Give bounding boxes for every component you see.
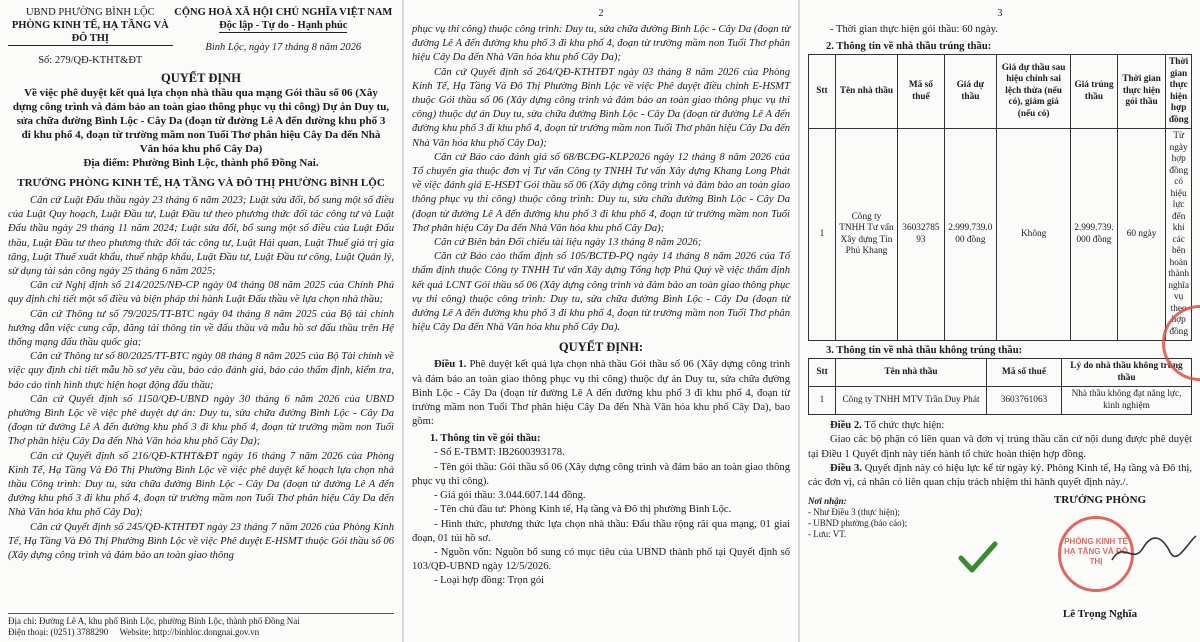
list-item: - Hình thức, phương thức lựa chọn nhà thầu: Đấu thầu rộng rãi qua mạng, 01 giai đoạn, 01 túi hồ sơ. [412,518,790,544]
table-row [809,129,1192,341]
footer-phone: Điện thoại: (0251) 3788290 [8,627,109,637]
table-header-row [809,359,1192,387]
list-item: - Giá gói thầu: 3.044.607.144 đồng. [434,490,586,502]
table-header: Giá dự thầu [944,55,996,129]
motto: Độc lập - Tự do - Hạnh phúc [219,20,348,31]
duration-line: - Thời gian thực hiện gói thầu: 60 ngày. [830,24,998,35]
table-header: Giá dự thầu sau hiệu chỉnh sai lệch thừa (nếu có), giảm giá (nếu có) [997,55,1071,129]
table-cell: 2.999.739.000 đồng [944,129,996,341]
list-item: - Nguồn vốn: Nguồn bổ sung có mục tiêu của UBND thành phố tại Quyết định số 103/QĐ-UBND ngày 12/5/2026. [412,546,790,573]
article-1-text: Phê duyệt kết quả lựa chọn nhà thầu Gói thầu số 06 (Xây dựng công trình và đảm bảo an toàn giao thông phục vụ thi công) thuộc dự án Duy tu, sửa chữa đường Bình Lộc - Cây Da (đoạn từ đường Lê A đến đường khu phố 3 đi khu phố 4, đoạn từ trường mầm non Tuổi Thơ phân hiệu Cây Da đến Nhà Văn hóa khu phố Cây Da), bao gồm: [412,359,790,428]
legal-basis-para: phục vụ thi công) thuộc công trình: Duy tu, sửa chữa đường Bình Lộc - Cây Da (đoạn từ đường Lê A đến đường khu phố 3 đi khu phố 4, đoạn từ trường mầm non Tuổi Thơ phân hiệu Cây Da đến Nhà Văn hóa khu phố Cây Da); [412,24,790,64]
legal-bases [8,194,394,563]
page-number: 2 [598,8,604,19]
legal-bases-continued [412,23,790,335]
article-2-text: Tổ chức thực hiện: [864,420,945,432]
decision-location: Địa điểm: Phường Bình Lộc, thành phố Đồng Nai. [83,157,319,169]
table-header: Tên nhà thầu [836,359,987,387]
document-page-2 [404,0,798,642]
document-page-3 [800,0,1200,642]
legal-basis-para: Căn cứ Thông tư số 80/2025/TT-BTC ngày 08 tháng 8 năm 2025 của Bộ Tài chính về việc quy định chi tiết mẫu hồ sơ yêu cầu, báo cáo đánh giá, báo cáo thẩm định, kiểm tra, báo cáo tình hình thực hiện hoạt động đấu thầu; [8,351,394,391]
section-3-heading: 3. Thông tin về nhà thầu không trúng thầu: [826,345,1023,357]
table-cell: Từ ngày hợp đồng có hiệu lực đến khi các bên hoàn thành nghĩa vụ theo hợp đồng [1166,129,1192,341]
org-line2: PHÒNG KINH TẾ, HẠ TẦNG VÀ ĐÔ THỊ [8,19,173,46]
article-1-label: Điều 1. [434,359,467,371]
table-cell: Nhà thầu không đạt năng lực, kinh nghiệm [1062,387,1192,415]
table-header: Mã số thuế [987,359,1062,387]
signer-name: Lê Trọng Nghĩa [1062,608,1138,621]
legal-basis-para: Căn cứ Quyết định số 264/QĐ-KTHTĐT ngày 03 tháng 8 năm 2026 của Phòng Kinh Tế, Hạ Tầng Và Đô Thị Phường Bình Lộc về việc Phê duyệt điều chỉnh E-HSMT thuộc Gói thầu số 06 (Xây dựng công trình và đảm bảo an toàn giao thông phục vụ thi công) thuộc dự án Duy tu, sửa chữa đường Bình Lộc - Cây Da (đoạn từ đường Lê A đến đường khu phố 3 đi khu phố 4, đoạn từ trường mầm non Tuổi Thơ phân hiệu Cây Da đến Nhà Văn hóa khu phố Cây Da); [412,66,790,149]
legal-basis-para: Căn cứ Báo cáo thẩm định số 105/BCTĐ-PQ ngày 14 tháng 8 năm 2026 của Tổ thẩm định thuộc Công ty TNHH Tư vấn Xây dựng Tổng hợp Phú Quý về việc thẩm định kết quả LCNT Gói thầu số 06 (Xây dựng công trình và đảm bảo an toàn giao thông phục vụ thi công) thuộc công trình: Duy tu, sửa chữa đường Bình Lộc - Cây Da (đoạn từ đường Lê A đến đường khu phố 3 đi khu phố 4, đoạn từ trường mầm non Tuổi Thơ phân hiệu Cây Da đến Nhà Văn hóa khu phố Cây Da). [412,251,790,334]
article-2-body: Giao các bộ phận có liên quan và đơn vị trúng thầu căn cứ nội dung được phê duyệt tại Điều 1 Quyết định này tiến hành tổ chức hoàn thiện hợp đồng. [808,434,1192,460]
seal-text: PHÒNG KINH TẾ HẠ TẦNG VÀ ĐÔ THỊ [1064,537,1128,567]
article-1 [412,358,790,429]
table-header: Thời gian thực hiện hợp đồng [1166,55,1192,129]
legal-basis-para: Căn cứ Quyết định số 216/QĐ-KTHT&ĐT ngày 16 tháng 7 năm 2026 của Phòng Kinh Tế, Hạ Tầng Và Đô Thị Phường Bình Lộc về việc phê duyệt kế hoạch lựa chọn nhà thầu Công trình: Duy tu, sửa chữa đường Bình Lộc - Cây Da (đoạn từ đường Lê A đến đường khu phố 3 đi khu phố 4, đoạn từ trường mầm non Tuổi Thơ phân hiệu Cây Da đến Nhà Văn hóa khu phố Cây Da); [8,450,394,519]
table-cell: 1 [809,129,836,341]
legal-basis-para: Căn cứ Quyết định số 245/QĐ-KTHTĐT ngày 23 tháng 7 năm 2026 của Phòng Kinh Tế, Hạ Tầng Và Đô Thị Phường Bình Lộc về việc Phê duyệt E-HSMT thuộc Gói thầu số 06 (Xây dựng công trình và đảm bảo an toàn giao thông [8,521,394,562]
article-3-label: Điều 3. [830,462,862,474]
footer-address: Địa chỉ: Đường Lê A, khu phố Bình Lộc, phường Bình Lộc, thành phố Đồng Nai [8,616,300,626]
article-2-label: Điều 2. [830,420,862,432]
issuing-authority: TRƯỞNG PHÒNG KINH TẾ, HẠ TẦNG VÀ ĐÔ THỊ PHƯỜNG BÌNH LỘC [17,177,385,189]
document-page-1 [0,0,402,642]
list-item: - Tên chủ đầu tư: Phòng Kinh tế, Hạ tầng và Đô thị phường Bình Lộc. [434,504,732,516]
table-header: Mã số thuế [898,55,945,129]
legal-basis-para: Căn cứ Luật Đấu thầu ngày 23 tháng 6 năm 2023; Luật sửa đổi, bổ sung một số điều của Luật Quy hoạch, Luật Đầu tư, Luật Đầu tư theo phương thức đối tác công tư và Luật Đấu thầu ngày 29 tháng 11 năm 2024; Luật sửa đổi, bổ sung một số điều của Luật Đấu thầu, Luật Đầu tư theo phương thức đối tác công tư, Luật Hải quan, Luật Thuế giá trị gia tăng, Luật Thuế xuất khẩu, thuế nhập khẩu, Luật Đầu tư, Luật Đầu tư công, Luật Quản lý, sử dụng tài sản công ngày 25 tháng 6 năm 2025; [8,195,394,278]
digital-signature-check-icon [958,540,998,579]
table-cell: Công ty TNHH Tư vấn Xây dựng Tín Phú Khang [835,129,897,341]
table-header: Giá trúng thầu [1071,55,1118,129]
article-3-text: Quyết định này có hiệu lực kể từ ngày ký. Phòng Kinh tế, Hạ tầng và Đô thị, các đơn vị, cá nhân có liên quan chịu trách nhiệm thi hành quyết định này./. [808,462,1193,489]
page1-header [8,6,394,67]
recipients-title: Nơi nhận: [808,496,847,507]
recipients [808,496,907,540]
table-header: Stt [809,359,836,387]
table-header: Tên nhà thầu [835,55,897,129]
table-cell: 1 [809,387,836,415]
list-item: - Số E-TBMT: IB2600393178. [434,447,565,459]
table-cell: Không [997,129,1071,341]
doc-number: Số: 279/QĐ-KTHT&ĐT [38,55,143,66]
handwritten-signature [1108,530,1198,575]
list-item: - Loại hợp đồng: Trọn gói [434,575,545,587]
table-cell: 3603761063 [987,387,1062,415]
org-line1: UBND PHƯỜNG BÌNH LỘC [25,7,155,18]
legal-basis-para: Căn cứ Nghị định số 214/2025/NĐ-CP ngày 04 tháng 08 năm 2025 của Chính Phủ quy định chi tiết một số điều và biện pháp thi hành Luật Đấu thầu về lựa chọn nhà thầu; [8,280,394,306]
page1-footer [8,613,394,638]
table-header: Stt [809,55,836,129]
table-cell: 3603278593 [898,129,945,341]
decision-subject: Về việc phê duyệt kết quả lựa chọn nhà thầu qua mạng Gói thầu số 06 (Xây dựng công trình và đảm bảo an toàn giao thông phục vụ thi công) Dự án Duy tu, sửa chữa đường Bình Lộc - Cây Da (đoạn từ đường Lê A đến đường khu phố 3 đi khu phố 4, đoạn từ trường mầm non Tuổi Thơ phân hiệu Cây Da đến Nhà Văn hóa khu phố Cây Da) [12,87,390,155]
page-number: 3 [997,8,1003,19]
legal-basis-para: Căn cứ Biên bản Đối chiếu tài liệu ngày 13 tháng 8 năm 2026; [434,237,702,249]
nation-title: CỘNG HOÀ XÃ HỘI CHỦ NGHĨA VIỆT NAM [174,7,393,18]
table-cell: Công ty TNHH MTV Trần Duy Phát [836,387,987,415]
table-header: Thời gian thực hiện gói thầu [1117,55,1166,129]
table-cell: 60 ngày [1117,129,1166,341]
footer-website: Website: http://binhloc.dongnai.gov.vn [119,627,260,637]
table-row [809,387,1192,415]
losing-bidder-table [808,358,1192,415]
table-header: Lý do nhà thầu không trúng thầu [1062,359,1192,387]
section-1-heading: 1. Thông tin về gói thầu: [430,433,541,445]
winning-bidder-table [808,54,1192,341]
table-cell: 2.999.739.000 đồng [1071,129,1118,341]
table-header-row [809,55,1192,129]
legal-basis-para: Căn cứ Báo cáo đánh giá số 68/BCĐG-KLP2026 ngày 12 tháng 8 năm 2026 của Tổ chuyên gia thuộc đơn vị Tư vấn Công ty TNHH Tư vấn Xây dựng Khang Long Phát về việc đánh giá E-HSĐT Gói thầu số 06 (Xây dựng công trình và đảm bảo an toàn giao thông phục vụ thi công) thuộc công trình: Duy tu, sửa chữa đường Bình Lộc - Cây Da (đoạn từ đường Lê A đến đường khu phố 3 đi khu phố 4, đoạn từ trường mầm non Tuổi Thơ phân hiệu Cây Da đến Nhà Văn hóa khu phố Cây Da); [412,151,790,234]
section-2-heading: 2. Thông tin về nhà thầu trúng thầu: [826,41,992,53]
signer-title: TRƯỞNG PHÒNG [1053,494,1147,507]
legal-basis-para: Căn cứ Thông tư số 79/2025/TT-BTC ngày 04 tháng 8 năm 2025 của Bộ tài chính hướng dẫn việc cung cấp, đăng tải thông tin về đấu thầu và mẫu hồ sơ đấu thầu trên Hệ thống mạng đấu thầu quốc gia; [8,308,394,349]
package-info-list [412,446,790,588]
issue-date: Bình Lộc, ngày 17 tháng 8 năm 2026 [205,42,362,53]
article-3 [808,462,1192,490]
decision-heading: QUYẾT ĐỊNH: [558,340,644,355]
signature-block [808,490,1192,640]
recipient-item: - UBND phường (báo cáo); [808,518,908,529]
decision-title: QUYẾT ĐỊNH [161,71,241,85]
recipient-item: - Lưu: VT. [808,529,847,540]
list-item: - Tên gói thầu: Gói thầu số 06 (Xây dựng công trình và đảm bảo an toàn giao thông phục vụ thi công). [412,461,790,487]
article-2 [808,419,1192,433]
legal-basis-para: Căn cứ Quyết định số 1150/QĐ-UBND ngày 30 tháng 6 năm 2026 của UBND phường Bình Lộc về việc phê duyệt dự án: Duy tu, sửa chữa đường Bình Lộc - Cây Da (đoạn từ đường Lê A đến đường khu phố 3 đi khu phố 4, đoạn từ trường mầm non Tuổi Thơ phân hiệu Cây Da đến Nhà Văn hóa khu phố Cây Da); [8,393,394,448]
recipient-item: - Như Điều 3 (thực hiện); [808,507,900,518]
